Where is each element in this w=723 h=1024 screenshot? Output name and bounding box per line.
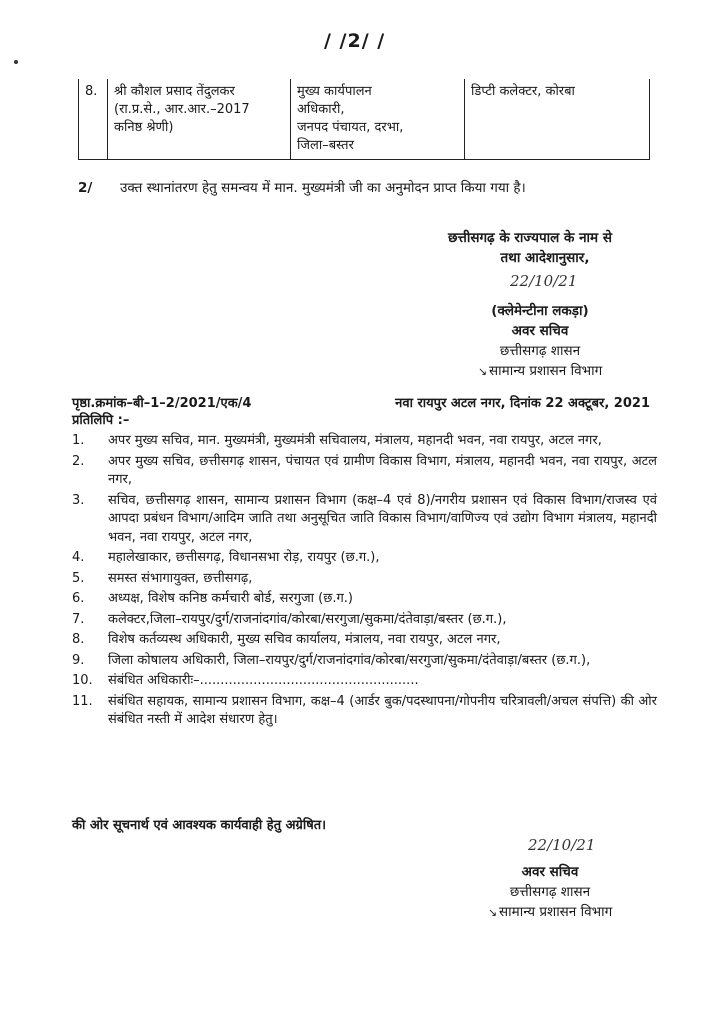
signatory-designation: अवर सचिव	[511, 323, 569, 339]
signatory-department: ↘ सामान्य प्रशासन विभाग	[477, 363, 603, 379]
signatory-details-1	[440, 301, 640, 382]
authority-line-1: छत्तीसगढ़ के राज्यपाल के नाम से	[448, 230, 612, 246]
signature-date-2: 22/10/21	[528, 836, 596, 854]
initial-mark-icon: ↘	[477, 365, 488, 378]
place-date: नवा रायपुर अटल नगर, दिनांक 22 अक्टूबर, 2021	[395, 396, 650, 411]
signatory-government: छत्तीसगढ़ शासन	[509, 884, 591, 900]
copy-list	[72, 432, 657, 732]
officer-service: (रा.प्र.से., आर.आर.–2017	[114, 102, 250, 117]
table-serial-cell	[79, 79, 107, 159]
current-post-line: जनपद पंचायत, दरभा,	[297, 120, 404, 135]
list-item: 5. समस्त संभागायुक्त, छत्तीसगढ़,	[72, 570, 253, 586]
list-item: 6. अध्यक्ष, विशेष कनिष्ठ कर्मचारी बोर्ड, सरगुजा (छ.ग.)	[72, 591, 353, 606]
reference-number: पृष्ठा.क्रमांक–बी–1–2/2021/एक/4	[72, 396, 252, 411]
margin-dot	[14, 60, 18, 64]
list-item: 10. संबंधित अधिकारीः–.....................................................	[72, 673, 419, 688]
list-item: 11. संबंधित सहायक, सामान्य प्रशासन विभाग, कक्ष–4 (आर्डर बुक/पदस्थापना/गोपनीय चरित्रावली/अचल संपत्ति) की ओर संबंधित नस्ती में आदेश संधारण हेतु।	[72, 693, 657, 727]
signatory-government: छत्तीसगढ़ शासन	[499, 343, 581, 359]
signature-date-1: 22/10/21	[510, 272, 578, 290]
serial-number: 8.	[85, 84, 98, 99]
list-item: 4. महालेखाकार, छत्तीसगढ़, विधानसभा रोड़, रायपुर (छ.ग.),	[72, 550, 380, 565]
table-name-cell	[107, 79, 290, 159]
list-item: 1. अपर मुख्य सचिव, मान. मुख्यमंत्री, मुख्यमंत्री सचिवालय, मंत्रालय, महानदी भवन, नवा रायपुर, अटल नगर,	[72, 433, 602, 448]
table-current-post-cell	[290, 79, 464, 159]
signature-scrawl-1	[510, 272, 577, 290]
officer-grade: कनिष्ठ श्रेणी)	[114, 120, 174, 135]
signatory-department: ↘ सामान्य प्रशासन विभाग	[487, 904, 613, 920]
paragraph-2	[78, 178, 526, 196]
officer-name: श्री कौशल प्रसाद तेंदुलकर	[114, 84, 235, 99]
copy-label: प्रतिलिपि :–	[72, 413, 130, 428]
signatory-details-2	[450, 862, 650, 923]
new-post: डिप्टी कलेक्टर, कोरबा	[471, 84, 575, 99]
initial-mark-icon: ↘	[487, 906, 498, 919]
signatory-name: (क्लेमेन्टीना लकड़ा)	[491, 303, 589, 319]
current-post-line: अधिकारी,	[297, 102, 345, 117]
current-post-line: जिला–बस्तर	[297, 138, 354, 153]
list-item: 8. विशेष कर्तव्यस्थ अधिकारी, मुख्य सचिव कार्यालय, मंत्रालय, नवा रायपुर, अटल नगर,	[72, 632, 501, 647]
list-item: 2. अपर मुख्य सचिव, छत्तीसगढ़ शासन, पंचायत एवं ग्रामीण विकास विभाग, मंत्रालय, महानदी भवन, नवा रायपुर, अटल नगर,	[72, 453, 657, 487]
paragraph-number: 2/	[78, 180, 93, 196]
paragraph-text: उक्त स्थानांतरण हेतु समन्वय में मान. मुख्यमंत्री जी का अनुमोदन प्राप्त किया गया है।	[120, 180, 526, 196]
current-post-line: मुख्य कार्यपालन	[297, 84, 372, 99]
list-item: 9. जिला कोषालय अधिकारी, जिला–रायपुर/दुर्ग/राजनांदगांव/कोरबा/सरगुजा/सुकमा/दंतेवाड़ा/बस्तर (छ.ग.),	[72, 652, 591, 668]
signatory-designation: अवर सचिव	[521, 864, 579, 880]
list-item: 7. कलेक्टर,जिला–रायपुर/दुर्ग/राजनांदगांव/कोरबा/सरगुजा/सुकमा/दंतेवाड़ा/बस्तर (छ.ग.),	[72, 611, 507, 627]
page-number: / /2/ /	[324, 30, 386, 52]
list-item: 3. सचिव, छत्तीसगढ़ शासन, सामान्य प्रशासन विभाग (कक्ष–4 एवं 8)/नगरीय प्रशासन एवं विकास विभाग/राजस्व एवं आपदा प्रबंधन विभाग/आदिम जाति तथा अनुसूचित जाति विकास विभाग/वाणिज्य एवं उद्योग विभाग मंत्रालय, महानदी भवन, नवा रायपुर, अटल नगर,	[72, 492, 657, 545]
signature-block-1	[410, 228, 650, 268]
table-new-post-cell	[464, 79, 649, 159]
transfer-table	[78, 79, 650, 160]
signature-scrawl-2	[528, 836, 595, 854]
authority-line-2: तथा आदेशानुसार,	[500, 250, 590, 266]
forwarding-note: की ओर सूचनार्थ एवं आवश्यक कार्यवाही हेतु अग्रेषित।	[72, 818, 327, 833]
